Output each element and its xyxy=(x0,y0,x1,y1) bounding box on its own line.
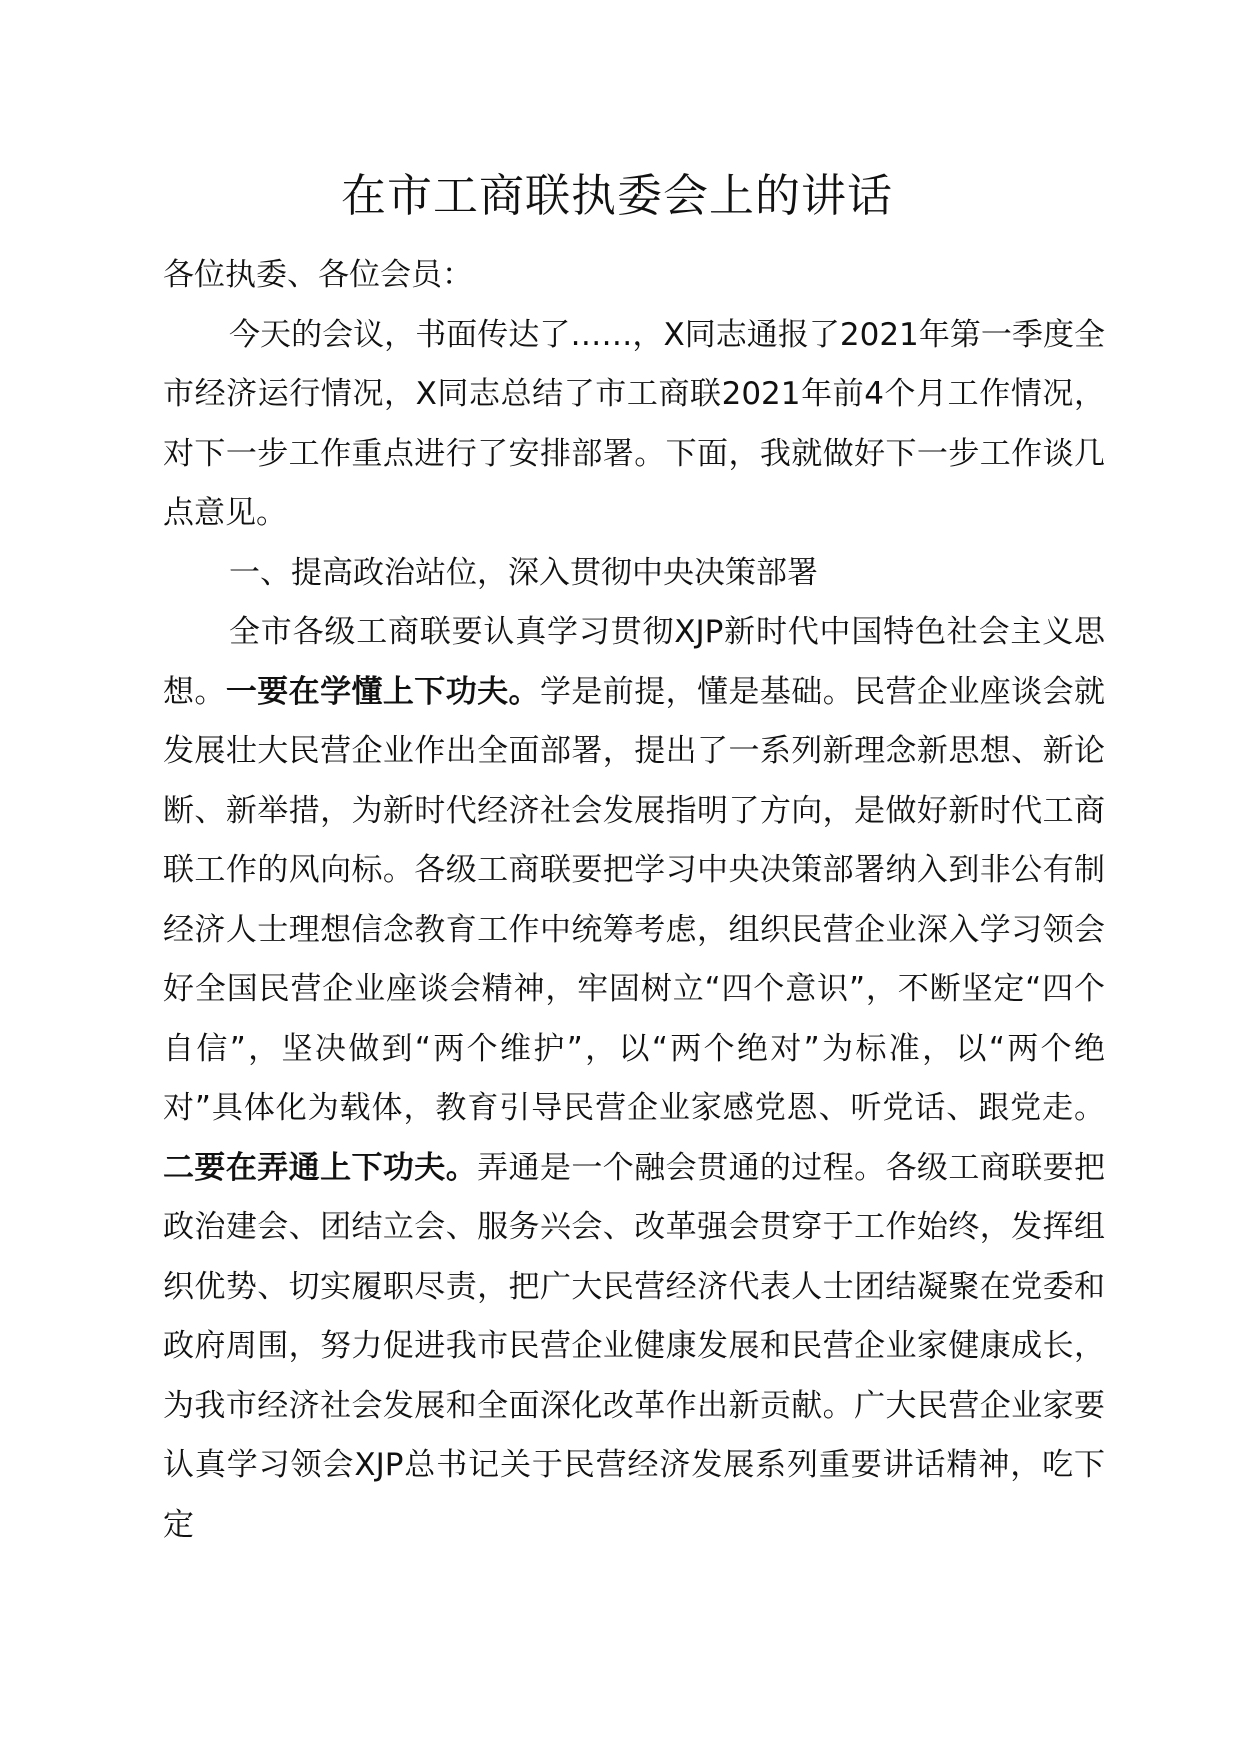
paragraph-text: 学是前提，懂是基础。民营企业座谈会就发展壮大民营企业作出全面部署，提出了一系列新理念新思想、新论断、新举措，为新时代经济社会发展指明了方向，是做好新时代工商联工作的风向标。各级工商联要把学习中央决策部署纳入到非公有制经济人士理想信念教育工作中统筹考虑，组织民营企业深入学习领会好全国民营企业座谈会精神，牢固树立“四个意识”，不断坚定“四个自信”，坚决做到“两个维护”，以“两个绝对”为标准，以“两个绝对”具体化为载体，教育引导民营企业家感党恩、听党话、跟党走。 xyxy=(163,673,1106,1126)
section-heading: 一、提高政治站位，深入贯彻中央决策部署 xyxy=(229,554,818,591)
salutation: 各位执委、各位会员： xyxy=(163,257,473,293)
emphasis-text: 一要在学懂上下功夫。 xyxy=(225,673,540,710)
paragraph-text: 弄通是一个融会贯通的过程。各级工商联要把政治建会、团结立会、服务兴会、改革强会贯穿于工作始终，发挥组织优势、切实履职尽责，把广大民营经济代表人士团结凝聚在党委和政府周围，努力促进我市民营企业健康发展和民营企业家健康成长，为我市经济社会发展和全面深化改革作出新贡献。广大民营企业家要认真学习领会XJP总书记关于民营经济发展系列重要讲话精神，吃下定 xyxy=(163,1149,1106,1543)
section-paragraph xyxy=(163,603,1105,1555)
document-title: 在市工商联执委会上的讲话 xyxy=(340,169,893,222)
intro-paragraph: 今天的会议，书面传达了……，X同志通报了2021年第一季度全市经济运行情况，X同志总结了市工商联2021年前4个月工作情况，对下一步工作重点进行了安排部署。下面，我就做好下一步工作谈几点意见。 xyxy=(163,316,1105,531)
emphasis-text: 二要在弄通上下功夫。 xyxy=(163,1149,478,1186)
document-body xyxy=(163,246,1105,1555)
paragraph-text: 全市各级工商联要认真学习贯彻XJP新时代中国特色社会主义思想。 xyxy=(163,614,1105,710)
